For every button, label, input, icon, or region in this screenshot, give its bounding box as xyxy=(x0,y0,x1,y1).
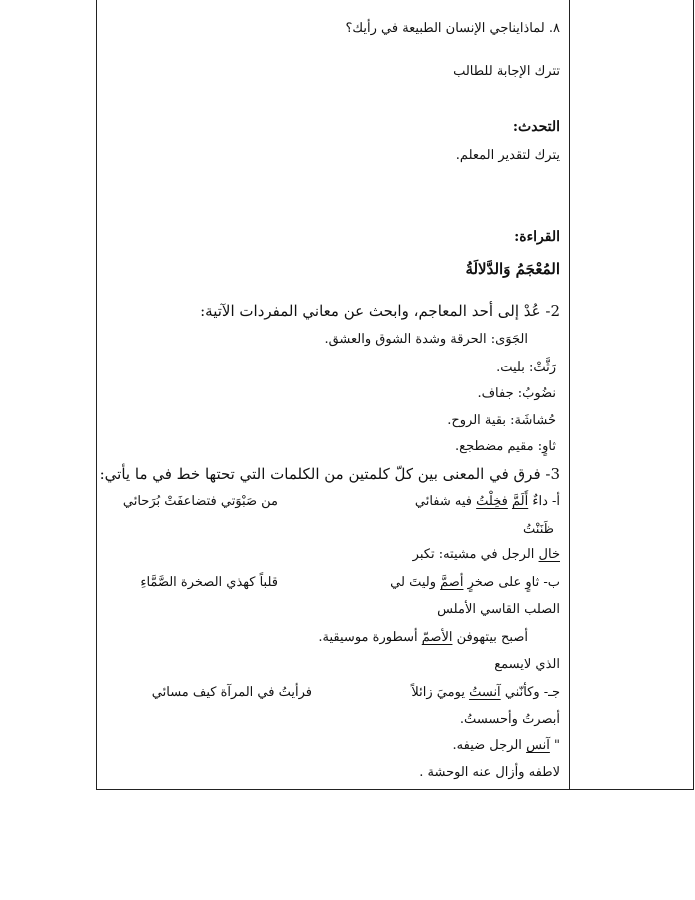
vocab-item: حُشاشَة: بقية الروح. xyxy=(447,413,556,428)
verse-c-tail: أبصرتُ وأحسستُ. xyxy=(459,712,560,727)
verse-c-prefix: جـ- وكأنّني xyxy=(504,685,560,700)
verse-c-first-half xyxy=(411,684,560,702)
question-8: ٨. لماذايناجي الإنسان الطبيعة في رأيك؟ xyxy=(345,21,560,36)
verse-b-second-half: قلباً كهذي الصخرة الصَّمَّاءِ xyxy=(140,575,278,590)
verse-a-first-half xyxy=(415,493,560,511)
verse-c-underlined: آنستُ xyxy=(469,685,501,700)
verse-b-tail: الصلب القاسي الأملس xyxy=(437,602,560,617)
verse-a-second-half: من صَبْوَتي فتضاعفَتْ بُرَحائي xyxy=(122,494,278,509)
verse-b-rest: وليتَ لي xyxy=(390,575,437,590)
column-divider xyxy=(569,0,570,790)
verse-b-meaning-underlined: الأصمّ xyxy=(421,630,453,645)
verse-c-meaning xyxy=(453,737,560,755)
speaking-title: التحدث: xyxy=(512,119,560,135)
lesson-table xyxy=(96,0,694,790)
verse-b-first-half xyxy=(390,574,560,592)
exercise-2-prompt: 2- عُدْ إلى أحد المعاجم، وابحث عن معاني المفردات الآتية: xyxy=(200,302,560,320)
verse-c-rest: يوميَ زائلاً xyxy=(411,685,465,700)
vocab-item: رَثَّتْ: بليت. xyxy=(496,360,556,375)
speaking-note: يترك لتقدير المعلم. xyxy=(455,148,560,163)
verse-c-second-half: فرأيتُ في المرآة كيف مسائي xyxy=(151,685,312,700)
verse-b-meaning-post: أسطورة موسيقية. xyxy=(318,630,418,645)
reading-title: القراءة: xyxy=(514,229,560,245)
verse-a-rest: فيه شفائي xyxy=(414,494,472,509)
verse-b-meaning-pre: أصبح بيتهوفن xyxy=(456,630,528,645)
verse-a-underlined-2: فخِلْتُ xyxy=(476,494,508,509)
verse-a-meaning-underlined: خال xyxy=(538,547,560,562)
answers-column xyxy=(97,0,568,790)
verse-a-underlined-1: أَلَمَّ xyxy=(511,494,529,509)
vocab-item: ثاوٍ: مقيم مضطجع. xyxy=(455,439,556,454)
verse-b-prefix: ب- ثاوٍ على صخرٍ xyxy=(467,575,560,590)
verse-a-prefix: أ- داءٌ xyxy=(532,494,560,509)
verse-c-meaning-post: الرجل ضيفه. xyxy=(452,738,522,753)
verse-b-meaning xyxy=(318,629,528,647)
exercise-3-prompt: 3- فرق في المعنى بين كلّ كلمتين من الكلمات التي تحتها خط في ما يأتي: xyxy=(99,465,560,483)
verse-c-meaning-pre: " xyxy=(554,738,560,753)
vocab-item: نضُوبُ: جفاف. xyxy=(477,386,556,401)
verse-a-meaning-rest: الرجل في مشيته: تكبر xyxy=(412,547,535,562)
verse-a-tail: ظَنَنْتُ xyxy=(523,522,554,537)
reading-subtitle: المُعْجَمُ وَالدَّلالَةُ xyxy=(465,260,560,278)
verse-c-meaning-tail: لاطفه وأزال عنه الوحشة . xyxy=(419,765,560,780)
verse-b-meaning-tail: الذي لايسمع xyxy=(494,657,560,672)
verse-c-meaning-underlined: آنس xyxy=(526,738,550,753)
question-8-answer: تترك الإجابة للطالب xyxy=(453,64,560,79)
verse-b-underlined: أصمَّ xyxy=(440,575,464,590)
vocab-item: الجَوَى: الحرقة وشدة الشوق والعشق. xyxy=(324,332,528,347)
verse-a-meaning xyxy=(413,546,560,564)
